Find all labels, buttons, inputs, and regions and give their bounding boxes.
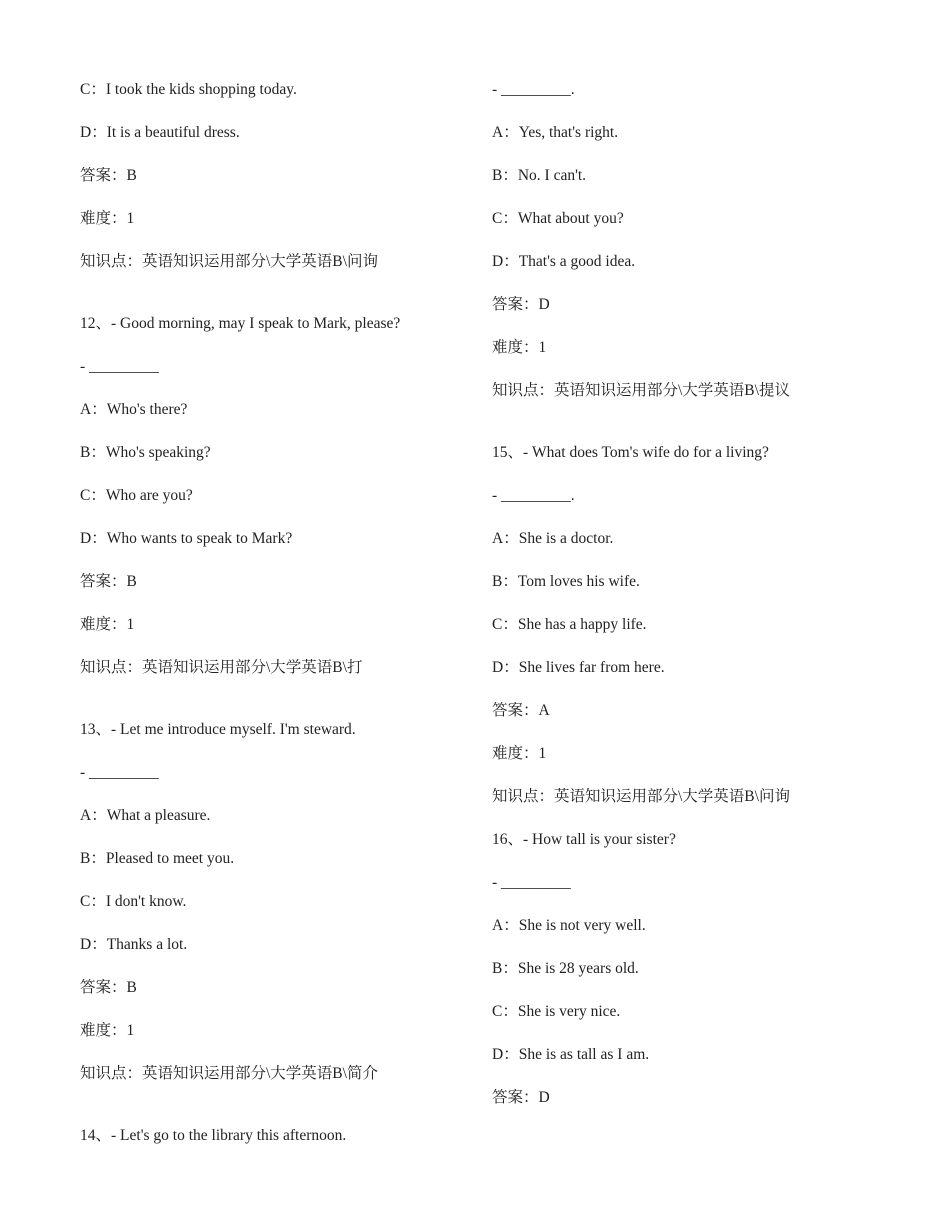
answer-line: 答案：D bbox=[492, 296, 550, 313]
section-gap bbox=[80, 294, 470, 313]
knowledge-point-line: 知识点：英语知识运用部分\大学英语B\简介 bbox=[80, 1065, 378, 1082]
option-c: C：She has a happy life. bbox=[492, 616, 647, 633]
difficulty-line: 难度：1 bbox=[492, 745, 547, 762]
option-c: C：She is very nice. bbox=[492, 1003, 621, 1020]
knowledge-point-line: 知识点：英语知识运用部分\大学英语B\打 bbox=[80, 659, 363, 676]
answer-line: 答案：A bbox=[492, 702, 550, 719]
option-b: B：Who's speaking? bbox=[80, 444, 211, 461]
section-gap bbox=[492, 423, 882, 442]
section-gap bbox=[80, 1106, 470, 1125]
option-d: D：She lives far from here. bbox=[492, 659, 665, 676]
answer-line: 答案：D bbox=[492, 1089, 550, 1106]
option-a: A：She is a doctor. bbox=[492, 530, 614, 547]
option-a: A：Yes, that's right. bbox=[492, 124, 619, 141]
difficulty-line: 难度：1 bbox=[80, 1022, 135, 1039]
right-column bbox=[492, 79, 882, 1130]
option-d: D：It is a beautiful dress. bbox=[80, 124, 240, 141]
option-b: B：No. I can't. bbox=[492, 167, 587, 184]
section-gap bbox=[80, 700, 470, 719]
answer-blank: - _________ bbox=[492, 874, 571, 891]
option-b: B：Tom loves his wife. bbox=[492, 573, 640, 590]
question-stem: 16、- How tall is your sister? bbox=[492, 831, 676, 848]
option-c: C：Who are you? bbox=[80, 487, 193, 504]
option-c: C：What about you? bbox=[492, 210, 624, 227]
option-b: B：Pleased to meet you. bbox=[80, 850, 235, 867]
option-c: C：I took the kids shopping today. bbox=[80, 81, 297, 98]
option-a: A：Who's there? bbox=[80, 401, 188, 418]
answer-line: 答案：B bbox=[80, 167, 137, 184]
question-stem: 14、- Let's go to the library this afternoon. bbox=[80, 1127, 347, 1144]
answer-line: 答案：B bbox=[80, 573, 137, 590]
answer-blank: - _________ bbox=[80, 764, 159, 781]
difficulty-line: 难度：1 bbox=[492, 339, 547, 356]
knowledge-point-line: 知识点：英语知识运用部分\大学英语B\提议 bbox=[492, 382, 790, 399]
option-a: A：What a pleasure. bbox=[80, 807, 211, 824]
option-d: D：Thanks a lot. bbox=[80, 936, 188, 953]
option-d: D：That's a good idea. bbox=[492, 253, 636, 270]
question-stem: 12、- Good morning, may I speak to Mark, please? bbox=[80, 315, 401, 332]
option-a: A：She is not very well. bbox=[492, 917, 646, 934]
question-stem: 13、- Let me introduce myself. I'm steward. bbox=[80, 721, 356, 738]
question-stem: 15、- What does Tom's wife do for a living? bbox=[492, 444, 769, 461]
answer-blank: - _________. bbox=[492, 487, 575, 504]
answer-line: 答案：B bbox=[80, 979, 137, 996]
option-d: D：She is as tall as I am. bbox=[492, 1046, 650, 1063]
option-d: D：Who wants to speak to Mark? bbox=[80, 530, 293, 547]
option-c: C：I don't know. bbox=[80, 893, 187, 910]
option-b: B：She is 28 years old. bbox=[492, 960, 639, 977]
knowledge-point-line: 知识点：英语知识运用部分\大学英语B\问询 bbox=[492, 788, 790, 805]
answer-blank: - _________ bbox=[80, 358, 159, 375]
answer-blank: - _________. bbox=[492, 81, 575, 98]
knowledge-point-line: 知识点：英语知识运用部分\大学英语B\问询 bbox=[80, 253, 378, 270]
difficulty-line: 难度：1 bbox=[80, 616, 135, 633]
difficulty-line: 难度：1 bbox=[80, 210, 135, 227]
left-column bbox=[80, 79, 470, 1168]
